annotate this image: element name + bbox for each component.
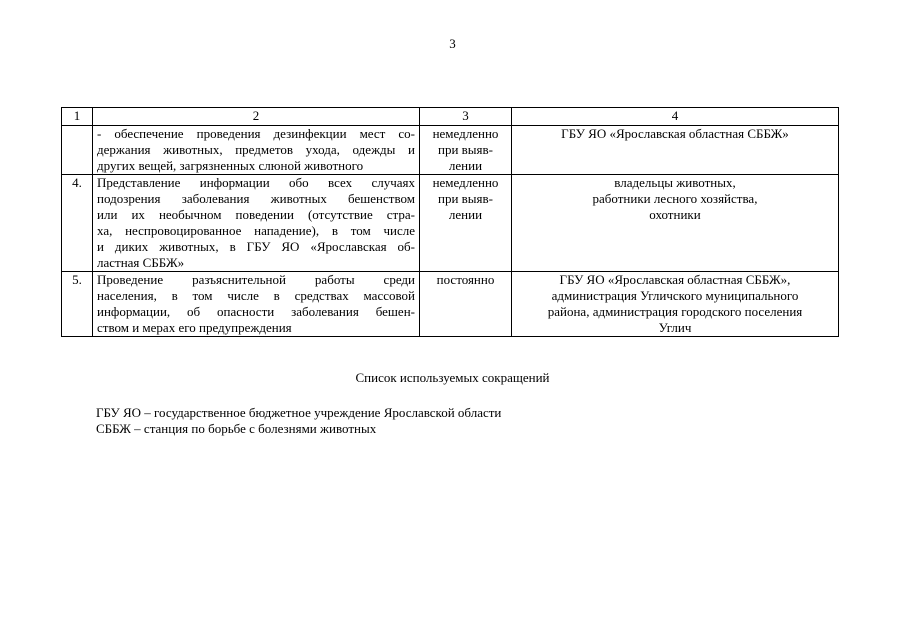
responsible-line: района, администрация городского поселения bbox=[547, 304, 803, 319]
term-line: лении bbox=[448, 158, 483, 173]
abbreviations-list bbox=[96, 405, 501, 437]
term-line: постоянно bbox=[436, 272, 495, 287]
responsible-line: владельцы животных, bbox=[614, 175, 736, 190]
measure-line: держания животных, предметов ухода, одежды и bbox=[97, 142, 415, 157]
term-line: при выяв- bbox=[438, 191, 493, 206]
measure-line: Проведение разъяснительной работы среди bbox=[97, 272, 415, 287]
row-number bbox=[62, 126, 93, 175]
term-line: при выяв- bbox=[438, 142, 493, 157]
responsible-cell bbox=[512, 175, 839, 272]
responsible-line: ГБУ ЯО «Ярославская областная СББЖ» bbox=[561, 126, 789, 141]
header-cell: 2 bbox=[93, 108, 420, 126]
abbreviations-title: Список используемых сокращений bbox=[355, 370, 550, 385]
table-row bbox=[62, 126, 839, 175]
term-cell bbox=[420, 272, 512, 337]
responsible-line: администрация Угличского муниципального bbox=[551, 288, 799, 303]
row-number: 4. bbox=[62, 175, 93, 272]
abbreviation-item: ГБУ ЯО – государственное бюджетное учреждение Ярославской области bbox=[96, 405, 502, 420]
measure-line: - обеспечение проведения дезинфекции мест со- bbox=[97, 126, 415, 141]
measure-cell bbox=[93, 272, 420, 337]
term-cell bbox=[420, 126, 512, 175]
term-line: лении bbox=[448, 207, 483, 222]
term-cell bbox=[420, 175, 512, 272]
responsible-line: охотники bbox=[649, 207, 701, 222]
header-cell: 1 bbox=[62, 108, 93, 126]
measure-line: населения, в том числе в средствах массовой bbox=[97, 288, 415, 303]
responsible-cell bbox=[512, 126, 839, 175]
measure-cell bbox=[93, 126, 420, 175]
measure-line: подозрения заболевания животных бешенством bbox=[97, 191, 415, 206]
term-line: немедленно bbox=[432, 126, 499, 141]
measure-line: и диких животных, в ГБУ ЯО «Ярославская об- bbox=[97, 239, 415, 254]
row-number: 5. bbox=[62, 272, 93, 337]
measure-line: ластная СББЖ» bbox=[97, 255, 185, 270]
measure-line: ха, неспровоцированное нападение), в том числе bbox=[97, 223, 415, 238]
table-header-row bbox=[62, 108, 839, 126]
measure-line: других вещей, загрязненных слюной животного bbox=[97, 158, 364, 173]
header-cell: 3 bbox=[420, 108, 512, 126]
measure-line: Представление информации обо всех случаях bbox=[97, 175, 415, 190]
term-line: немедленно bbox=[432, 175, 499, 190]
measure-line: ством и мерах его предупреждения bbox=[97, 320, 292, 335]
measures-table bbox=[61, 107, 839, 337]
table-row bbox=[62, 272, 839, 337]
measure-line: информации, об опасности заболевания бешен- bbox=[97, 304, 415, 319]
table-row bbox=[62, 175, 839, 272]
responsible-line: работники лесного хозяйства, bbox=[592, 191, 758, 206]
page-number: 3 bbox=[449, 36, 456, 51]
responsible-cell bbox=[512, 272, 839, 337]
responsible-line: ГБУ ЯО «Ярославская областная СББЖ», bbox=[559, 272, 791, 287]
responsible-line: Углич bbox=[658, 320, 692, 335]
measure-cell bbox=[93, 175, 420, 272]
abbreviation-item: СББЖ – станция по борьбе с болезнями животных bbox=[96, 421, 377, 436]
measure-line: или их необычном поведении (отсутствие стра- bbox=[97, 207, 415, 222]
header-cell: 4 bbox=[512, 108, 839, 126]
